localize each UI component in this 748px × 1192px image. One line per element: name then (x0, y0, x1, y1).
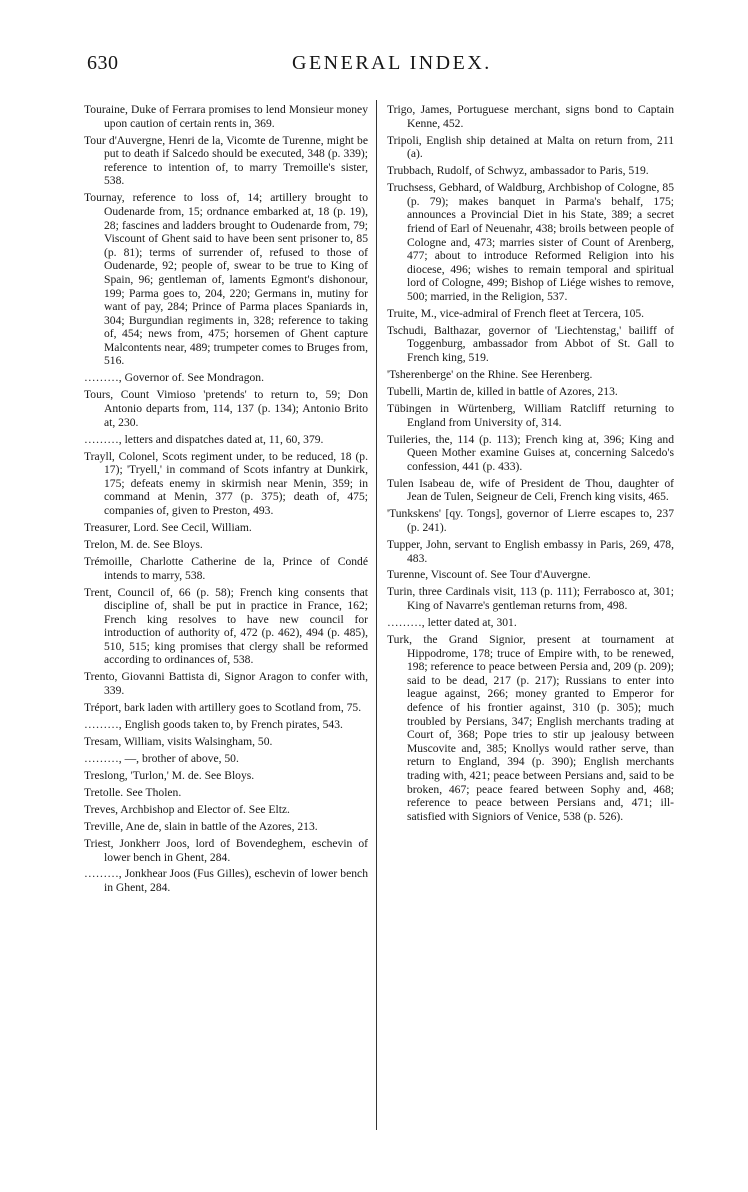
index-entry: 'Tsherenberge' on the Rhine. See Herenberg. (387, 368, 593, 382)
index-entry: Trayll, Colonel, Scots regiment under, to be reduced, 18 (p. 17); 'Tryell,' in command of Scots infantry at Dunkirk, 175; defeats enemy in skirmish near Menin, 359; in command at Menin, 377 (p. 375); death of, 475; companies of, given to Preston, 493. (84, 449, 368, 517)
index-entry: Tresam, William, visits Walsingham, 50. (84, 735, 273, 748)
index-entry: Tripoli, English ship detained at Malta on return from, 211 (a). (387, 133, 674, 161)
index-entry: Triest, Jonkherr Joos, lord of Bovendeghem, eschevin of lower bench in Ghent, 284. (84, 836, 368, 864)
index-entry: Truchsess, Gebhard, of Waldburg, Archbishop of Cologne, 85 (p. 79); makes banquet in Parma's behalf, 175; announces a Provincial Diet in his State, 389; a secret friend of Earl of Neuenahr, 438; broils between people of Cologne and, 473; marries sister of Count of Arenberg, 477; about to introduce Reformed Religion into his diocese, 496; wishes to remain temporal and spiritual lord of Cologne, 499; Bishop of Liége wishes to remove, 500; married, in the Religion, 537. (387, 181, 674, 303)
index-entry: Treslong, 'Turlon,' M. de. See Bloys. (84, 768, 255, 782)
index-entry: Trubbach, Rudolf, of Schwyz, ambassador to Paris, 519. (387, 164, 649, 178)
index-entry: Trent, Council of, 66 (p. 58); French king consents that discipline of, shall be put in practice in France, 162; French king resolves to have new council for introduction of authority of, 472 (p. 462), 494 (p. 485), 510, 515; king promises that clergy shall be reformed according to ordinances of, 538. (84, 585, 368, 667)
index-entry: ………, letters and dispatches dated at, 11, 60, 379. (84, 432, 324, 446)
index-entry: Tretolle. See Tholen. (84, 785, 182, 799)
index-entry: Trento, Giovanni Battista di, Signor Aragon to confer with, 339. (84, 670, 368, 698)
index-entry: Truite, M., vice-admiral of French fleet at Tercera, 105. (387, 306, 645, 320)
index-entry: Touraine, Duke of Ferrara promises to lend Monsieur money upon caution of certain rents in, 369. (84, 103, 368, 130)
index-entry: Tuileries, the, 114 (p. 113); French king at, 396; King and Queen Mother examine Guises at, concerning Salcedo's confession, 441 (p. 433). (387, 432, 674, 473)
index-entry: Treasurer, Lord. See Cecil, William. (84, 520, 252, 534)
index-entry: ………, Jonkhear Joos (Fus Gilles), eschevin of lower bench in Ghent, 284. (84, 867, 368, 895)
index-entry: Trémoille, Charlotte Catherine de la, Prince of Condé intends to marry, 538. (84, 554, 368, 582)
index-entry: Tubelli, Martin de, killed in battle of Azores, 213. (387, 385, 618, 399)
index-entry: Tübingen in Würtenberg, William Ratcliff returning to England from University of, 314. (387, 402, 674, 429)
index-entry: Tour d'Auvergne, Henri de la, Vicomte de Turenne, might be put to death if Salcedo should be executed, 348 (p. 339); reference to intention of, to marry Tremoille's sister, 538. (84, 133, 368, 188)
index-entry: ………, English goods taken to, by French pirates, 543. (84, 718, 343, 732)
index-entry: Trigo, James, Portuguese merchant, signs bond to Captain Kenne, 452. (387, 103, 674, 130)
page-number: 630 (87, 52, 119, 74)
index-entry: Tupper, John, servant to English embassy in Paris, 269, 478, 483. (387, 537, 674, 565)
index-entry: Treves, Archbishop and Elector of. See Eltz. (84, 802, 290, 816)
index-entry: Turin, three Cardinals visit, 113 (p. 111); Ferrabosco at, 301; King of Navarre's gentleman returns from, 498. (387, 585, 674, 613)
index-entry: Trelon, M. de. See Bloys. (84, 537, 203, 551)
index-entry: ………, letter dated at, 301. (387, 616, 517, 630)
index-entry: Turk, the Grand Signior, present at tournament at Hippodrome, 178; truce of Empire with, to be renewed, 198; reference to peace between Persia and, 209 (p. 209); said to be dead, 217 (p. 217); Russians to enter into league against, 266; money granted to Emperor for defence of his frontier against, 310 (p. 305); much troubled by Persians, 347; English merchants trading at Court of, 368; Pope tries to stir up jealousy between Muscovite and, 385; Knollys would rather serve, than return to England, 394 (p. 390); English merchants trading with, 421; peace between Persians and, said to be broken, 467; peace feared between Sophy and, 468; reference to peace between Persians and, 471; ill-satisfied with Signiors of Venice, 538 (p. 526). (387, 633, 674, 823)
index-entry: ………, Governor of. See Mondragon. (84, 371, 264, 385)
index-column-left (84, 103, 368, 898)
index-entry: Tours, Count Vimioso 'pretends' to return to, 59; Don Antonio departs from, 114, 137 (p. 134); Antonio Brito at, 230. (84, 388, 368, 429)
index-entry: Tréport, bark laden with artillery goes to Scotland from, 75. (84, 701, 362, 715)
index-entry: ………, —, brother of above, 50. (84, 751, 239, 765)
index-entry: Turenne, Viscount of. See Tour d'Auvergne. (387, 568, 591, 582)
index-entry: 'Tunkskens' [qy. Tongs], governor of Lierre escapes to, 237 (p. 241). (387, 507, 674, 534)
index-column-right (387, 103, 674, 827)
index-entry: Tulen Isabeau de, wife of President de Thou, daughter of Jean de Tulen, Seigneur de Celi, French king visits, 465. (387, 476, 674, 504)
running-head: GENERAL INDEX. (292, 52, 492, 74)
column-rule (376, 100, 377, 1130)
index-entry: Treville, Ane de, slain in battle of the Azores, 213. (84, 819, 318, 833)
index-entry: Tournay, reference to loss of, 14; artillery brought to Oudenarde from, 15; ordnance embarked at, 18 (p. 19), 28; fascines and ladders brought to Oudenarde from, 79; Viscount of Ghent said to have been sent prisoner to, 85 (p. 81); terms of surrender of, refused to those of Oudenarde, 92; people of, swear to be true to King of Spain, 96; gentleman of, laments Egmont's dishonour, 199; Parma goes to, 204, 220; Germans in, mutiny for want of pay, 284; Prince of Parma places Spaniards in, 304; Burgundian regiments in, 328; reference to taking of, 454; news from, 475; horsemen of Ghent capture Malcontents near, 489; trumpeter comes to Bruges from, 516. (84, 191, 368, 368)
index-entry: Tschudi, Balthazar, governor of 'Liechtenstag,' bailiff of Toggenburg, ambassador from Abbot of St. Gall to French king, 519. (387, 323, 674, 365)
